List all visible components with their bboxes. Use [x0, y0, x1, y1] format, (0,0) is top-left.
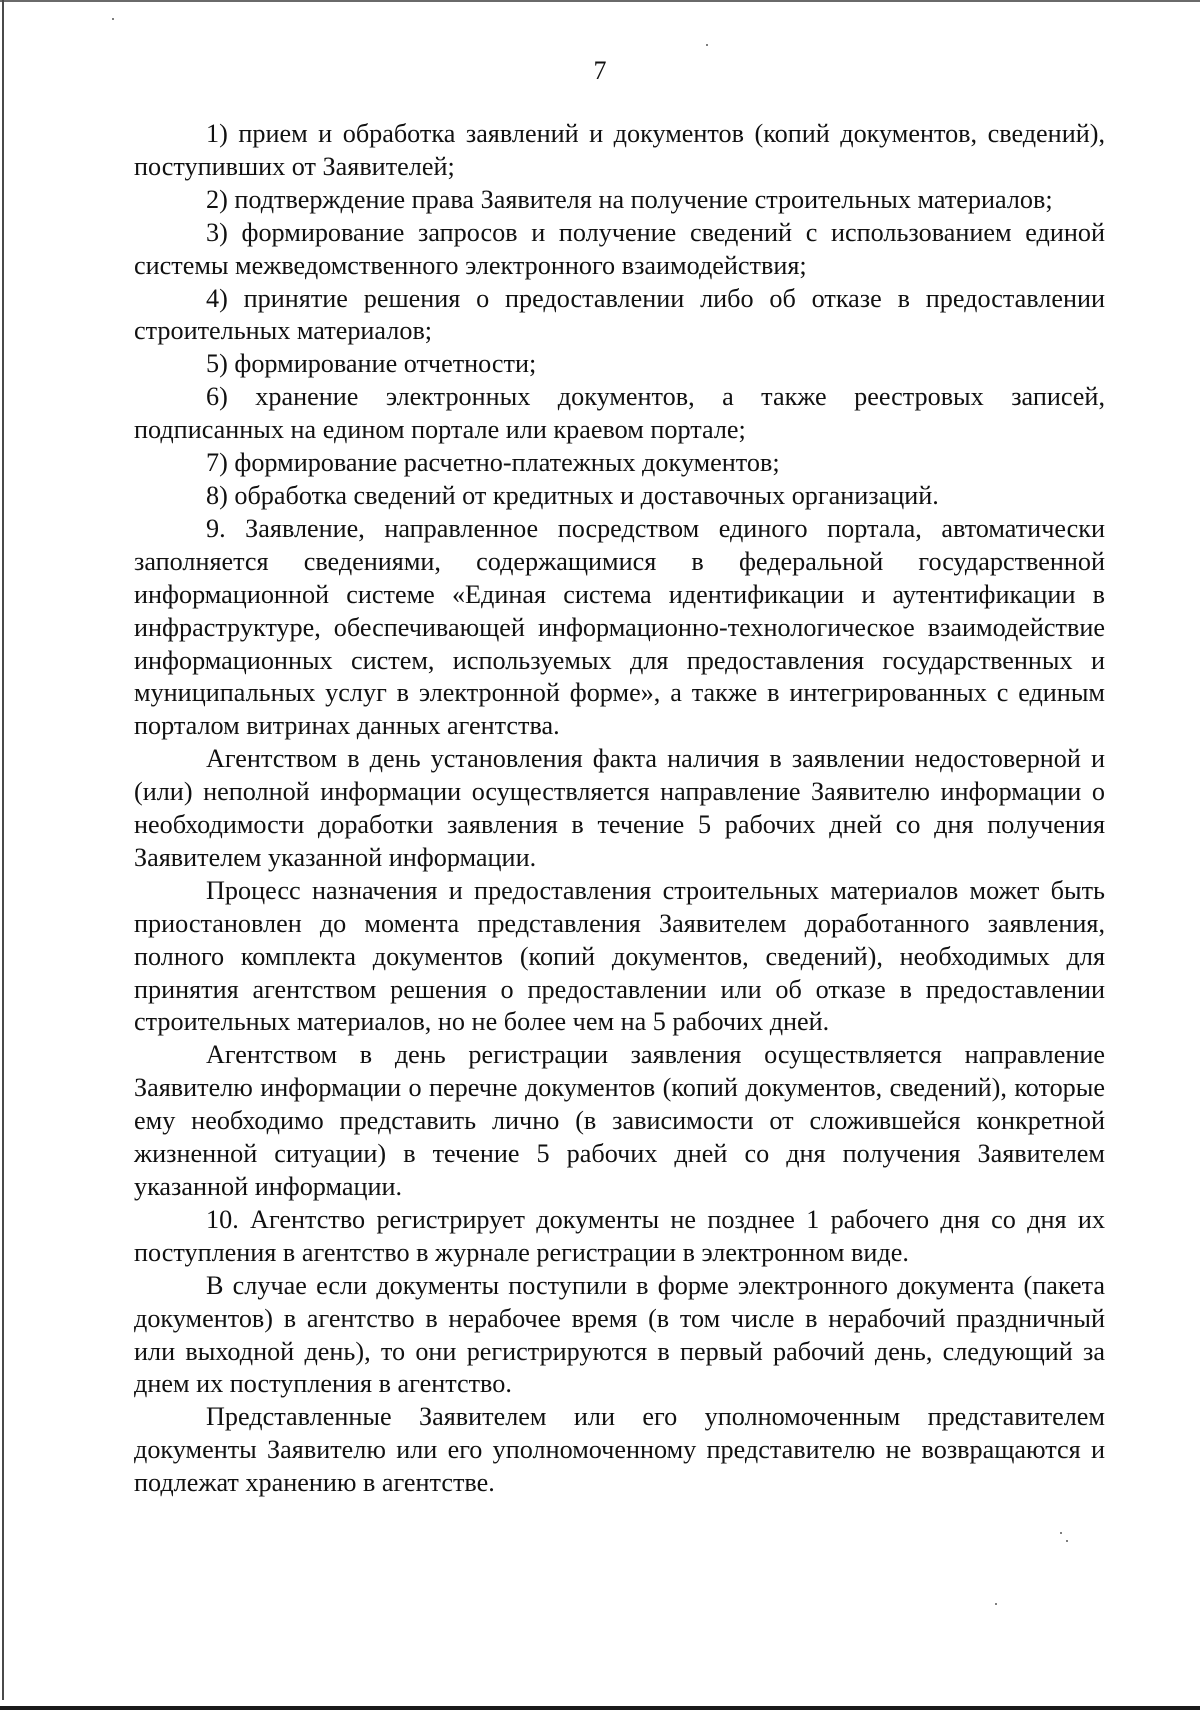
paragraph: 7) формирование расчетно-платежных документов;	[206, 448, 780, 478]
scan-speck	[112, 18, 114, 20]
paragraph: 1) прием и обработка заявлений и документов (копий документов, сведений), поступивших от Заявителей;	[134, 119, 1105, 181]
paragraph: 10. Агентство регистрирует документы не позднее 1 рабочего дня со дня их поступления в агентство в журнале регистрации в электронном виде.	[134, 1204, 1105, 1267]
document-body	[134, 118, 1105, 1500]
scan-border-left	[2, 0, 4, 1700]
paragraph: 3) формирование запросов и получение сведений с использованием единой системы межведомственного электронного взаимодействия;	[134, 217, 1105, 280]
scan-border-bottom	[0, 1706, 1200, 1710]
scan-border-top	[0, 0, 1200, 2]
paragraph: 8) обработка сведений от кредитных и доставочных организаций.	[206, 480, 939, 510]
paragraph: Представленные Заявителем или его уполномоченным представителем документы Заявителю или его уполномоченному представителю не возвращаются и подлежат хранению в агентстве.	[134, 1402, 1105, 1498]
paragraph: Процесс назначения и предоставления строительных материалов может быть приостановлен до момента представления Заявителем доработанного заявления, полного комплекта документов (копий документов, сведений), необходимых для принятия агентством решения о предоставлении или об отказе в предоставлении строительных материалов, но не более чем на 5 рабочих дней.	[134, 875, 1105, 1037]
paragraph: Агентством в день регистрации заявления осуществляется направление Заявителю информации о перечне документов (копий документов, сведений), которые ему необходимо представить лично (в зависимости от сложившейся конкретной жизненной ситуации) в течение 5 рабочих дней со дня получения Заявителем указанной информации.	[134, 1040, 1105, 1201]
paragraph: 4) принятие решения о предоставлении либо об отказе в предоставлении строительных материалов;	[134, 283, 1105, 346]
scan-speck	[1060, 1532, 1062, 1534]
scan-speck	[706, 44, 708, 46]
paragraph: В случае если документы поступили в форме электронного документа (пакета документов) в агентство в нерабочее время (в том числе в нерабочий праздничный или выходной день), то они регистрируются в первый рабочий день, следующий за днем их поступления в агентство.	[134, 1270, 1105, 1399]
scan-speck	[995, 1603, 997, 1605]
page-number: 7	[593, 56, 607, 85]
paragraph: 5) формирование отчетности;	[206, 349, 537, 379]
paragraph: 6) хранение электронных документов, а также реестровых записей, подписанных на едином портале или краевом портале;	[134, 382, 1105, 445]
paragraph: 2) подтверждение права Заявителя на получение строительных материалов;	[206, 184, 1053, 214]
scan-speck	[1066, 1540, 1068, 1542]
paragraph: 9. Заявление, направленное посредством единого портала, автоматически заполняется сведениями, содержащимися в федеральной государственной информационной системе «Единая система идентификации и аутентификации в инфраструктуре, обеспечивающей информационно-технологическое взаимодействие информационных систем, используемых для предоставления государственных и муниципальных услуг в электронной форме», а также в интегрированных с единым порталом витринах данных агентства.	[134, 513, 1105, 741]
paragraph: Агентством в день установления факта наличия в заявлении недостоверной и (или) неполной информации осуществляется направление Заявителю информации о необходимости доработки заявления в течение 5 рабочих дней со дня получения Заявителем указанной информации.	[134, 744, 1105, 872]
